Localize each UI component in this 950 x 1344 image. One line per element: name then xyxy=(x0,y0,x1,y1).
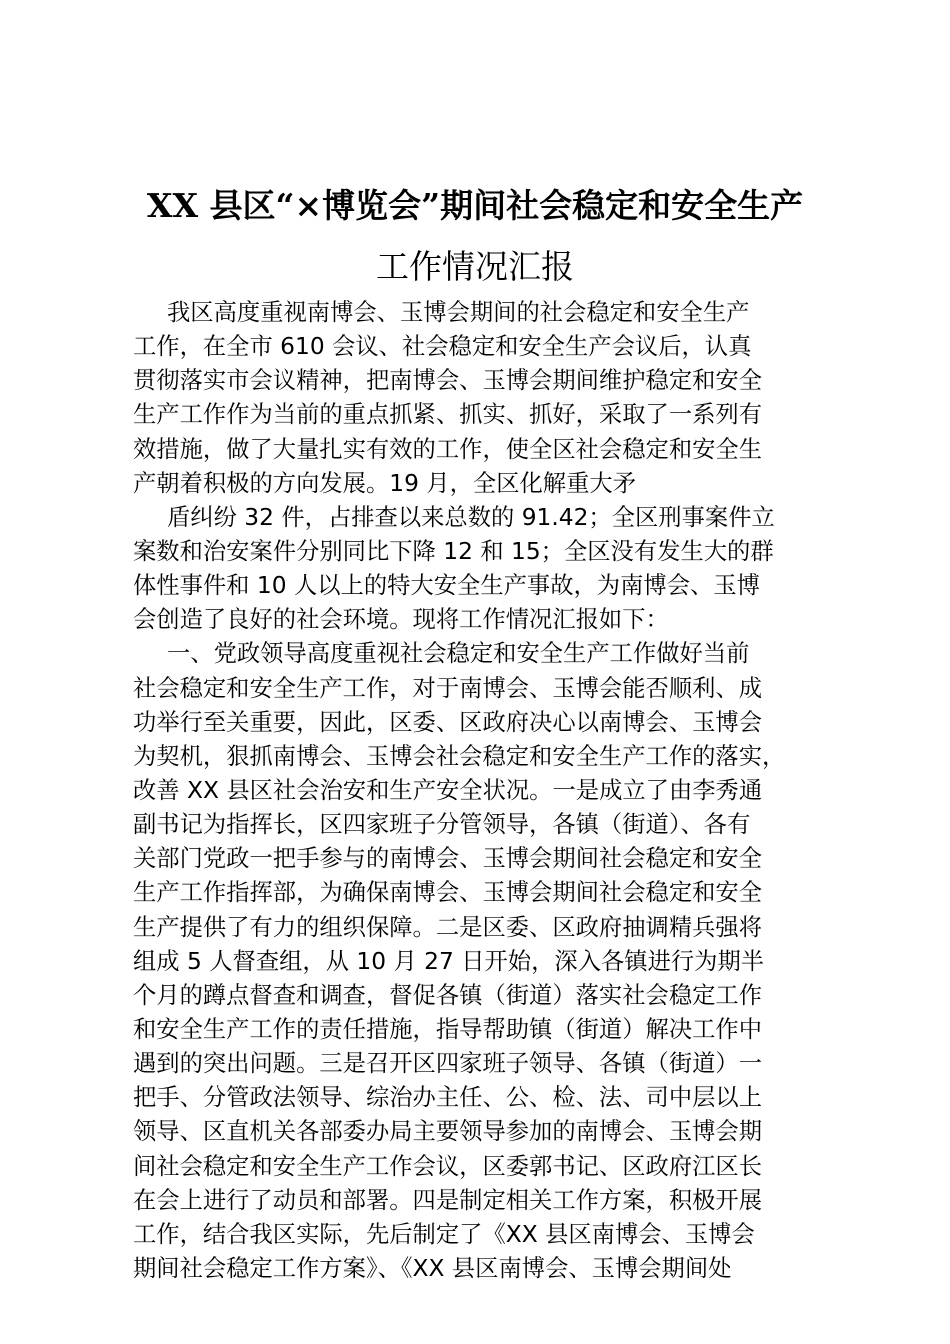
body-line: 会创造了良好的社会环境。现将工作情况汇报如下： xyxy=(133,606,669,634)
body-line: 和安全生产工作的责任措施，指导帮助镇（街道）解决工作中 xyxy=(133,1015,763,1043)
body-line: 组成 5 人督查组，从 10 月 27 日开始，深入各镇进行为期半 xyxy=(133,947,765,975)
body-line: 领导、区直机关各部委办局主要领导参加的南博会、玉博会期 xyxy=(133,1118,763,1146)
body-line: 生产工作指挥部，为确保南博会、玉博会期间社会稳定和安全 xyxy=(133,879,763,907)
body-line: 工作，结合我区实际，先后制定了《XX 县区南博会、玉博会 xyxy=(133,1220,755,1248)
body-line: 为契机，狠抓南博会、玉博会社会稳定和安全生产工作的落实， xyxy=(133,742,786,770)
body-line: 社会稳定和安全生产工作，对于南博会、玉博会能否顺利、成 xyxy=(133,674,763,702)
body-line: 功举行至关重要，因此，区委、区政府决心以南博会、玉博会 xyxy=(133,708,763,736)
body-line: 盾纠纷 32 件，占排查以来总数的 91.42；全区刑事案件立 xyxy=(167,503,775,531)
document-title-line-2: 工作情况汇报 xyxy=(376,247,574,286)
document-body xyxy=(133,296,833,1286)
body-line: 生产工作作为当前的重点抓紧、抓实、抓好，采取了一系列有 xyxy=(133,401,763,429)
body-line: 副书记为指挥长，区四家班子分管领导，各镇（街道）、各有 xyxy=(133,811,751,839)
body-line: 个月的蹲点督查和调查，督促各镇（街道）落实社会稳定工作 xyxy=(133,981,763,1009)
body-line: 产朝着积极的方向发展。19 月，全区化解重大矛 xyxy=(133,469,636,497)
document-title-line-1: XX 县区“×博览会”期间社会稳定和安全生产 xyxy=(146,186,804,225)
body-line: 期间社会稳定工作方案》、《XX 县区南博会、玉博会期间处 xyxy=(133,1254,732,1282)
body-line: 体性事件和 10 人以上的特大安全生产事故，为南博会、玉博 xyxy=(133,572,760,600)
body-line: 一、党政领导高度重视社会稳定和安全生产工作做好当前 xyxy=(167,640,750,668)
body-line: 生产提供了有力的组织保障。二是区委、区政府抽调精兵强将 xyxy=(133,913,763,941)
body-line: 案数和治安案件分别同比下降 12 和 15；全区没有发生大的群 xyxy=(133,537,774,565)
body-line: 贯彻落实市会议精神，把南博会、玉博会期间维护稳定和安全 xyxy=(133,367,763,395)
body-line: 我区高度重视南博会、玉博会期间的社会稳定和安全生产 xyxy=(167,299,750,326)
body-line: 关部门党政一把手参与的南博会、玉博会期间社会稳定和安全 xyxy=(133,845,763,873)
body-line: 改善 XX 县区社会治安和生产安全状况。一是成立了由李秀通 xyxy=(133,776,763,804)
body-line: 间社会稳定和安全生产工作会议，区委郭书记、区政府江区长 xyxy=(133,1152,763,1180)
body-line: 在会上进行了动员和部署。四是制定相关工作方案，积极开展 xyxy=(133,1186,763,1214)
body-line: 遇到的突出问题。三是召开区四家班子领导、各镇（街道）一 xyxy=(133,1050,763,1078)
body-line: 工作，在全市 610 会议、社会稳定和安全生产会议后，认真 xyxy=(133,333,752,361)
body-line: 效措施，做了大量扎实有效的工作，使全区社会稳定和安全生 xyxy=(133,435,763,463)
body-line: 把手、分管政法领导、综治办主任、公、检、法、司中层以上 xyxy=(133,1084,763,1112)
